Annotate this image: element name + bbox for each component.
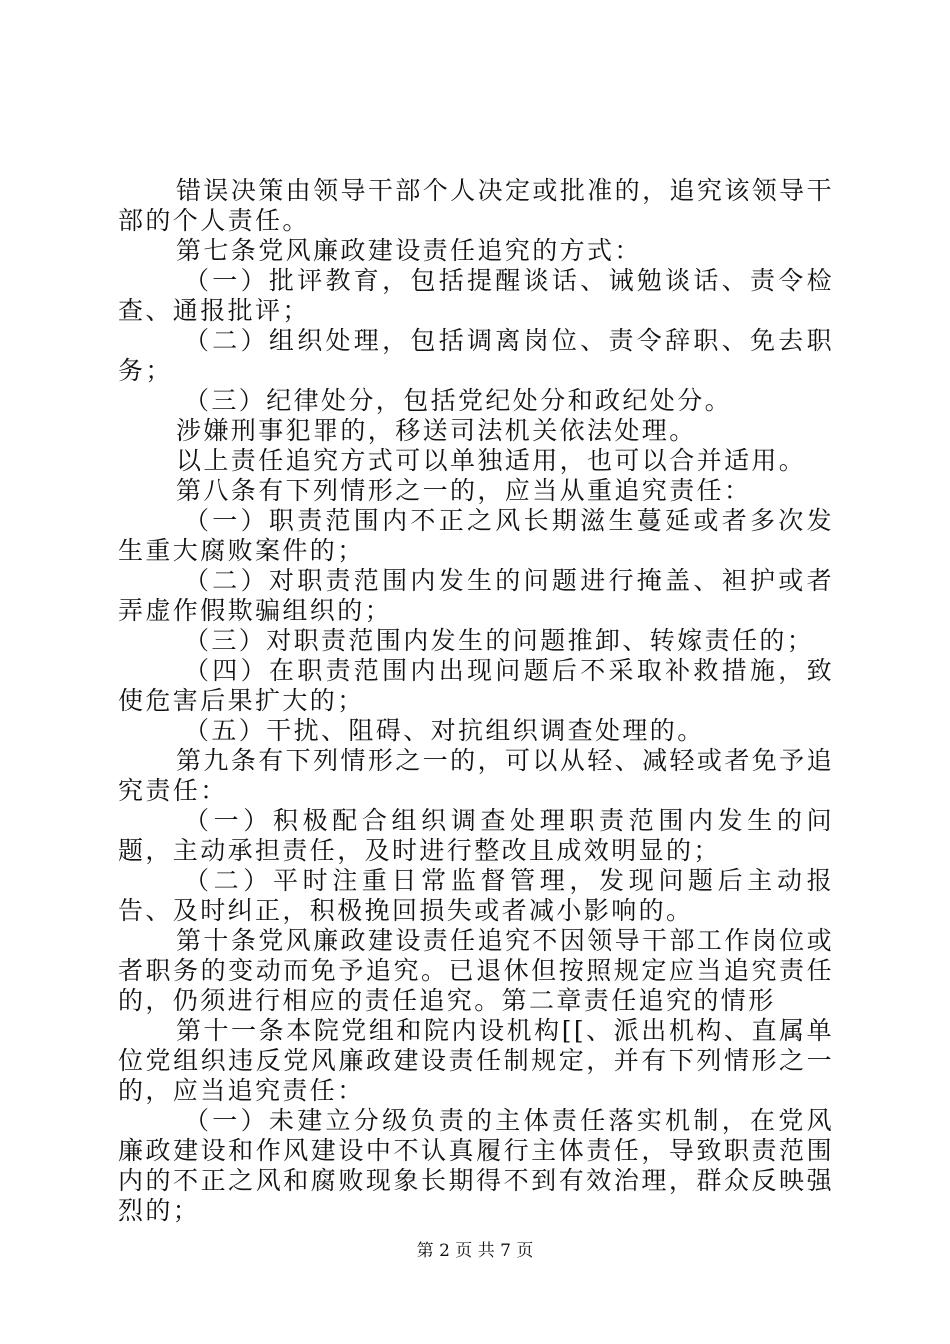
paragraph: 第八条有下列情形之一的，应当从重追究责任： xyxy=(176,476,752,505)
paragraph: 以上责任追究方式可以单独适用，也可以合并适用。 xyxy=(176,446,807,475)
paragraph: 第十一条本院党组和院内设机构[[、派出机构、直属单位党组织违反党风廉政建设责任制规定，并有下列情形之一的，应当追究责任： xyxy=(118,1016,834,1105)
paragraph: （一）积极配合组织调查处理职责范围内发生的问题，主动承担责任，及时进行整改且成效明显的； xyxy=(118,806,834,865)
paragraph: （三）对职责范围内发生的问题推卸、转嫁责任的； xyxy=(184,626,815,655)
paragraph: 错误决策由领导干部个人决定或批准的，追究该领导干部的个人责任。 xyxy=(118,176,834,235)
paragraph: 第十条党风廉政建设责任追究不因领导干部工作岗位或者职务的变动而免予追究。已退休但按照规定应当追究责任的，仍须进行相应的责任追究。第二章责任追究的情形 xyxy=(118,926,834,1015)
paragraph: （一）职责范围内不正之风长期滋生蔓延或者多次发生重大腐败案件的； xyxy=(118,506,834,565)
paragraph: 第七条党风廉政建设责任追究的方式： xyxy=(176,236,642,265)
paragraph: （一）未建立分级负责的主体责任落实机制，在党风廉政建设和作风建设中不认真履行主体责任，导致职责范围内的不正之风和腐败现象长期得不到有效治理，群众反映强烈的； xyxy=(118,1106,834,1225)
paragraph: （二）组织处理，包括调离岗位、责令辞职、免去职务； xyxy=(118,326,834,385)
page-number-footer: 第 2 页 共 7 页 xyxy=(416,1241,534,1261)
paragraph: （二）平时注重日常监督管理，发现问题后主动报告、及时纠正，积极挽回损失或者减小影响的。 xyxy=(118,866,834,925)
paragraph: （五）干扰、阻碍、对抗组织调查处理的。 xyxy=(184,716,705,745)
paragraph: （四）在职责范围内出现问题后不采取补救措施，致使危害后果扩大的； xyxy=(118,656,834,715)
paragraph: （一）批评教育，包括提醒谈话、诫勉谈话、责令检查、通报批评； xyxy=(118,266,834,325)
document-body xyxy=(118,176,834,1226)
paragraph: 第九条有下列情形之一的，可以从轻、减轻或者免予追究责任： xyxy=(118,746,834,805)
paragraph: 涉嫌刑事犯罪的，移送司法机关依法处理。 xyxy=(176,416,697,445)
paragraph: （二）对职责范围内发生的问题进行掩盖、袒护或者弄虚作假欺骗组织的； xyxy=(118,566,834,625)
paragraph: （三）纪律处分，包括党纪处分和政纪处分。 xyxy=(184,386,733,415)
